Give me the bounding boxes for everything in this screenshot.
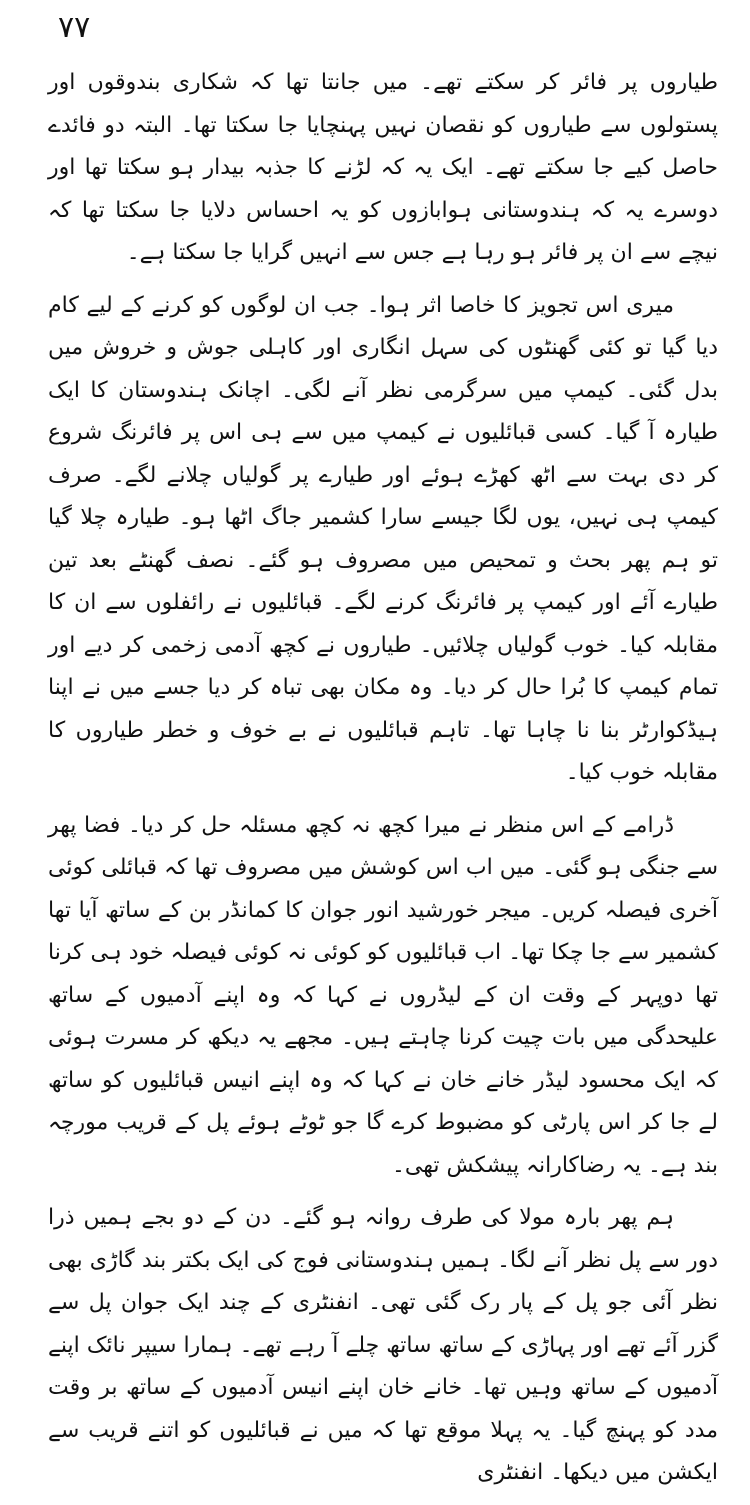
paragraph-3: ڈرامے کے اس منظر نے میرا کچھ نہ کچھ مسئلہ حل کر دیا۔ فضا پھر سے جنگی ہو گئی۔ میں اب اس کوشش میں مصروف تھا کہ قبائلی کوئی آخری فیصلہ کریں۔ میجر خورشید انور جوان کا کمانڈر بن کے ساتھ آیا تھا کشمیر سے جا چکا تھا۔ اب قبائلیوں کو کوئی نہ کوئی فیصلہ خود ہی کرنا تھا دوپہر کے وقت ان کے لیڈروں نے کہا کہ وہ اپنے آدمیوں کے ساتھ علیحدگی میں بات چیت کرنا چاہتے ہیں۔ مجھے یہ دیکھ کر مسرت ہوئی کہ ایک محسود لیڈر خانے خان نے کہا کہ وہ اپنے انیس قبائلیوں کو ساتھ لے جا کر اس پارٹی کو مضبوط کرے گا جو ٹوٹے ہوئے پل کے قریب مورچہ بند ہے۔ یہ رضاکارانہ پیشکش تھی۔ — [48, 812, 718, 1178]
page-number: ۷۷ — [58, 10, 91, 45]
paragraph-4: ہم پھر بارہ مولا کی طرف روانہ ہو گئے۔ دن کے دو بجے ہمیں ذرا دور سے پل نظر آنے لگا۔ ہمیں ہندوستانی فوج کی ایک بکتر بند گاڑی بھی نظر آئی جو پل کے پار رک گئی تھی۔ انفنٹری کے چند ایک جوان پل سے گزر آئے تھے اور پہاڑی کے ساتھ ساتھ چلے آ رہے تھے۔ ہمارا سیپر نائک اپنے آدمیوں کے ساتھ وہیں تھا۔ خانے خان اپنے انیس آدمیوں کے ساتھ بر وقت مدد کو پہنچ گیا۔ یہ پہلا موقع تھا کہ میں نے قبائلیوں کو اتنے قریب سے ایکشن میں دیکھا۔ انفنٹری — [48, 1205, 718, 1485]
paragraph-1: طیاروں پر فائر کر سکتے تھے۔ میں جانتا تھا کہ شکاری بندوقوں اور پستولوں سے طیاروں کو نقصان نہیں پہنچایا جا سکتا تھا۔ البتہ دو فائدے حاصل کیے جا سکتے تھے۔ ایک یہ کہ لڑنے کا جذبہ بیدار ہو سکتا تھا اور دوسرے یہ کہ ہندوستانی ہوابازوں کو یہ احساس دلایا جا سکتا تھا کہ نیچے سے ان پر فائر ہو رہا ہے جس سے انہیں گرایا جا سکتا ہے۔ — [48, 70, 718, 265]
page-body — [48, 62, 718, 1505]
paragraph-2: میری اس تجویز کا خاصا اثر ہوا۔ جب ان لوگوں کو کرنے کے لیے کام دیا گیا تو کئی گھنٹوں کی سہل انگاری اور کاہلی جوش و خروش میں بدل گئی۔ کیمپ میں سرگرمی نظر آنے لگی۔ اچانک ہندوستان کا ایک طیارہ آ گیا۔ کسی قبائلیوں نے کیمپ میں سے ہی اس پر فائرنگ شروع کر دی بہت سے اٹھ کھڑے ہوئے اور طیارے پر گولیاں چلانے لگے۔ صرف کیمپ ہی نہیں، یوں لگا جیسے سارا کشمیر جاگ اٹھا ہو۔ طیارہ چلا گیا تو ہم پھر بحث و تمحیص میں مصروف ہو گئے۔ نصف گھنٹے بعد تین طیارے آئے اور کیمپ پر فائرنگ کرنے لگے۔ قبائلیوں نے رائفلوں سے ان کا مقابلہ کیا۔ خوب گولیاں چلائیں۔ طیاروں نے کچھ آدمی زخمی کر دیے اور تمام کیمپ کا بُرا حال کر دیا۔ وہ مکان بھی تباہ کر دیا جسے میں نے اپنا ہیڈکوارٹر بنا نا چاہا تھا۔ تاہم قبائلیوں نے بے خوف و خطر طیاروں کا مقابلہ خوب کیا۔ — [48, 292, 718, 785]
